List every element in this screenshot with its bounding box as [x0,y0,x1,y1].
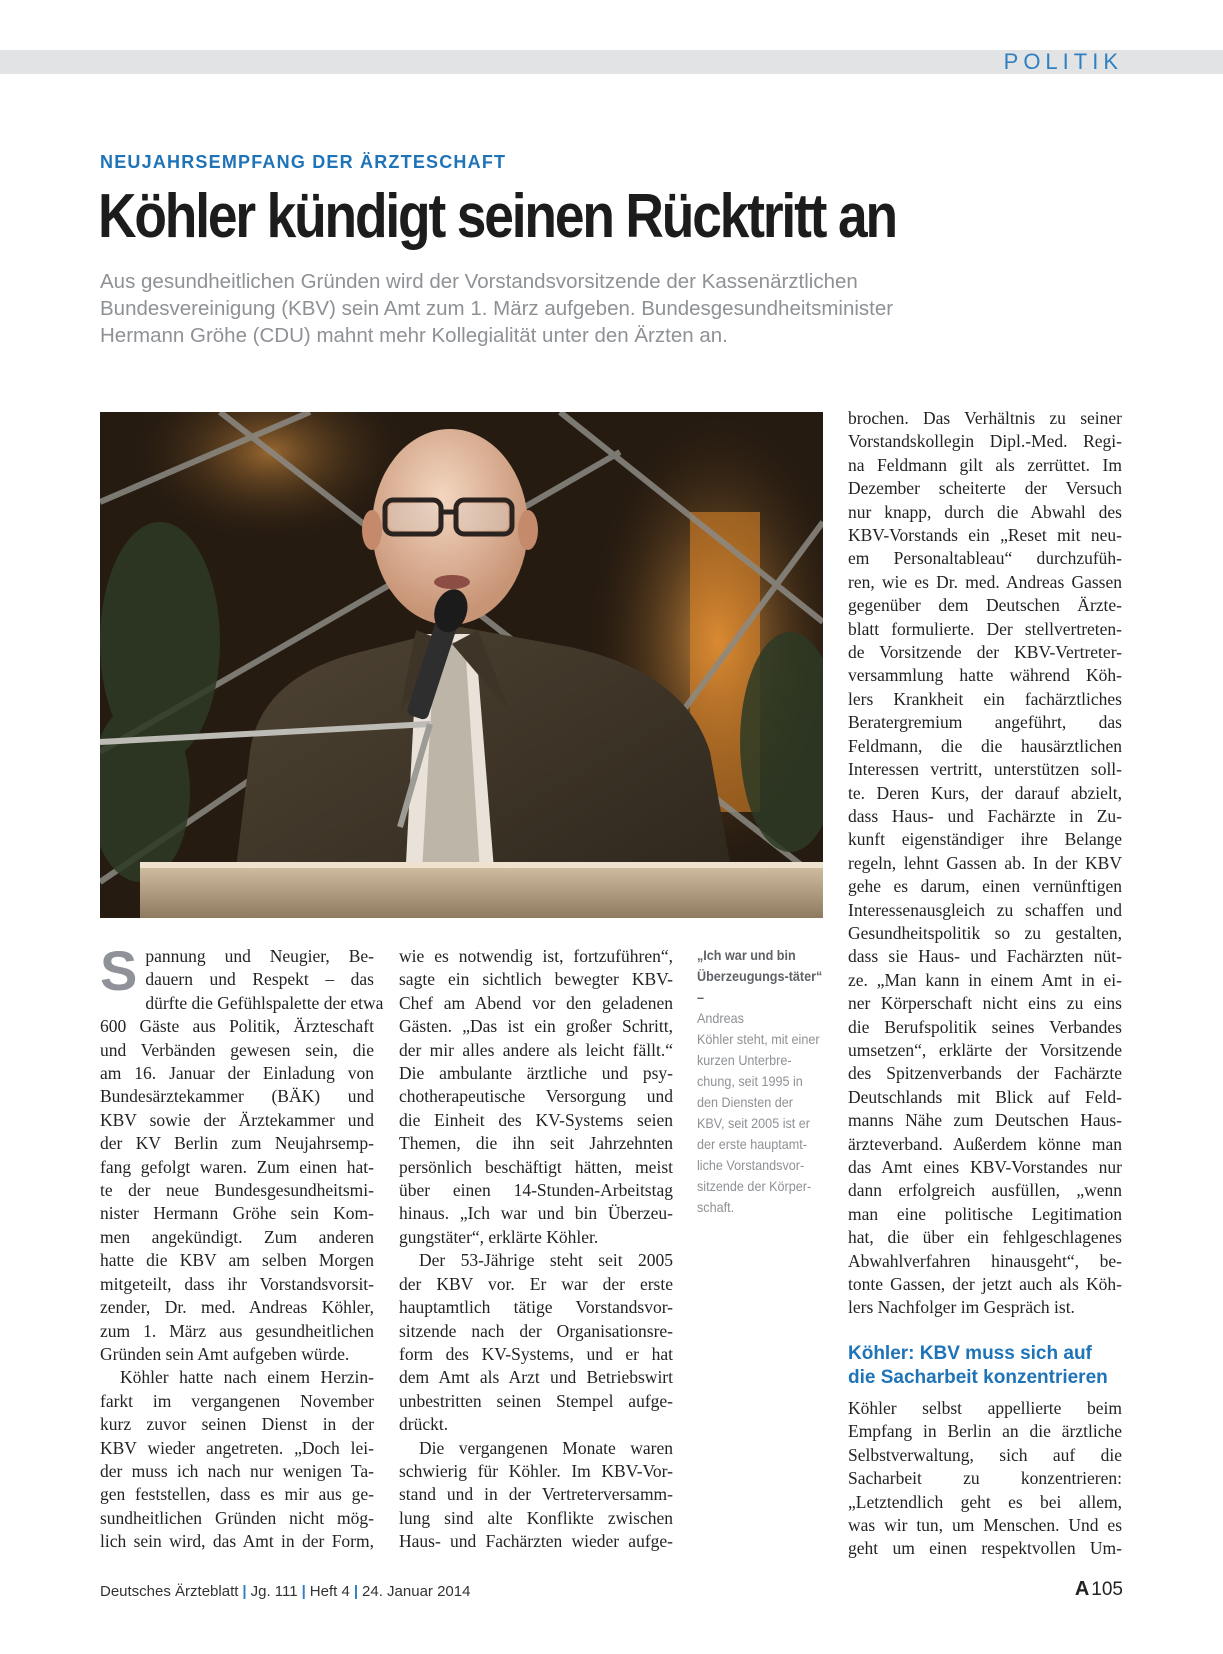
text-line: ren, wie es Dr. med. Andreas Gassen [848,571,1122,592]
footer-separator: | [301,1583,306,1600]
page-number-value: 105 [1091,1579,1123,1600]
subhead-line: Köhler: KBV muss sich auf [848,1343,1092,1364]
text-line: unbestritten seinen Stempel aufge- [399,1390,673,1411]
text-line: Vorstandskollegin Dipl.-Med. Regi- [848,431,1122,452]
text-line: dann erfolgreich ausfüllen, „wenn [848,1180,1122,1201]
lead-line: Bundesvereinigung (KBV) sein Amt zum 1. März aufgeben. Bundesgesundheitsminister [100,297,894,320]
text-line: gegenüber dem Deutschen Ärzte- [848,595,1122,616]
text-line: gungstäter“, erklärte Köhler. [399,1226,599,1247]
text-line: de Vorsitzende der KBV-Vertreter- [848,642,1122,663]
text-line: KBV sowie der Ärztekammer und [100,1109,374,1130]
text-line: und Verbänden gewesen sein, die [100,1039,374,1060]
subhead-line: die Sacharbeit konzentrieren [848,1367,1108,1388]
text-line: te der neue Bundesgesundheitsmi- [100,1180,374,1201]
text-line: em Personaltableau“ durchzufüh- [848,548,1122,569]
text-line: das Amt eines KBV-Vorstandes nur [848,1157,1122,1177]
page-prefix: A [1074,1578,1090,1600]
text-line: Selbstverwaltung, sich auf die [848,1444,1122,1465]
text-line: mitgeteilt, dass ihr Vorstandsvorsit- [100,1273,374,1294]
text-line: über einen 14-Stunden-Arbeitstag [399,1180,673,1201]
body-column-2 [399,945,673,1554]
text-line: lers Nachfolger im Gespräch ist. [848,1297,1075,1318]
text-line: der muss ich nach nur wenigen Ta- [100,1460,374,1481]
article-lead [100,268,1040,349]
caption-line: schaft. [697,1199,735,1215]
text-line: Die vergangenen Monate waren [419,1437,673,1458]
caption-line: den Diensten der [697,1094,793,1110]
text-line: des Spitzenverbands der Fachärzte [848,1063,1122,1084]
text-line: zender, Dr. med. Andreas Köhler, [100,1297,374,1318]
text-line: na Feldmann gilt als zerrüttet. Im [848,454,1122,475]
footer-issue: Heft 4 [309,1583,350,1600]
text-line: lung sind alte Konflikte zwischen [399,1507,673,1528]
text-line: drückt. [399,1414,449,1435]
text-line: Köhler hatte nach einem Herzin- [120,1367,374,1388]
text-line: farkt im vergangenen November [100,1390,374,1411]
text-line: form des KV-Systems, und er hat [399,1343,673,1364]
text-line: Sacharbeit zu konzentrieren: [848,1468,1122,1489]
text-line: sundheitlichen Gründen nicht mög- [100,1507,374,1528]
article-kicker: NEUJAHRSEMPFANG DER ÄRZTESCHAFT [100,152,507,172]
drop-cap: S [100,939,138,1002]
lead-line: Aus gesundheitlichen Gründen wird der Vorstandsvorsitzende der Kassenärztlichen [100,270,858,293]
text-line: tonte Gassen, der jetzt auch als Köh- [848,1274,1122,1295]
caption-line: Andreas [697,1010,744,1026]
text-line: regeln, lehnt Gassen ab. In der KBV [848,852,1122,873]
text-line: Bundesärztekammer (BÄK) und [100,1086,374,1107]
text-line: nister Hermann Gröhe sein Kom- [100,1203,374,1224]
text-line: gehe es darum, einen vernünftigen [848,876,1122,897]
text-line: nur knapp, durch die Abwahl des [848,501,1122,522]
text-line: Empfang in Berlin an die ärztliche [848,1421,1122,1442]
text-line: Gästen. „Das ist ein großer Schritt, [399,1016,673,1037]
text-line: sitzende nach der Organisationsre- [399,1320,673,1341]
body-column-1 [100,939,384,1554]
text-line: chotherapeutische Versorgung und [399,1086,673,1107]
text-line: lich sein wird, das Amt in der Form, [100,1531,374,1552]
text-line: dass Haus- und Fachärzte in Zu- [848,805,1122,826]
text-line: Dezember scheiterte der Versuch [848,478,1122,499]
text-line: die Einheit des KV-Systems seien [399,1109,673,1130]
text-line: ärzteverband. Außerdem könne man [848,1133,1122,1154]
speaker-at-podium-photo [100,412,823,918]
section-label: POLITIK [1003,49,1123,74]
text-line: manns Nähe zum Deutschen Haus- [848,1110,1122,1131]
text-line: am 16. Januar der Einladung von [100,1063,374,1084]
text-line: zum 1. März aus gesundheitlichen [100,1320,374,1341]
text-line: KBV-Vorstands ein „Reset mit neu- [848,525,1122,546]
footer-separator: | [353,1583,359,1600]
article-headline: Köhler kündigt seinen Rücktritt an [98,182,896,251]
text-line: dürfte die Gefühlspalette der etwa [145,992,384,1013]
text-line: geht um einen respektvollen Um- [848,1538,1122,1559]
text-line: lers Krankheit ein fachärztliches [848,688,1122,709]
text-line: wie es notwendig ist, fortzuführen“, [399,946,673,966]
text-line: dauern und Respekt – das [145,969,374,990]
body-column-4-continued [848,1397,1122,1561]
caption-line: Köhler steht, mit einer [697,1031,820,1047]
text-line: umsetzen“, erklärte der Vorsitzende [848,1039,1122,1060]
text-line: Themen, die ihn seit Jahrzehnten [399,1133,673,1154]
page-number [1075,1578,1123,1601]
text-line: die Berufspolitik seines Verbandes [848,1016,1122,1037]
footer-date: 24. Januar 2014 [362,1583,471,1600]
text-line: kurz zuvor seinen Dienst in der [100,1414,374,1435]
text-line: hat, die über ein fehlgeschlagenes [848,1227,1122,1248]
caption-quote: „Ich war und bin Überzeugungs-täter“ – [697,947,823,1005]
caption-line: liche Vorstandsvor- [697,1157,805,1173]
footer-volume: Jg. 111 [250,1583,298,1600]
text-line: Haus- und Fachärzten wieder aufge- [399,1531,673,1552]
text-line: Gründen sein Amt aufgeben würde. [100,1343,350,1364]
caption-line: kurzen Unterbre- [697,1052,792,1068]
text-line: KBV wieder angetreten. „Doch lei- [100,1437,374,1458]
text-line: der KBV vor. Er war der erste [399,1273,673,1294]
text-line: blatt formulierte. Der stellvertreten- [848,618,1122,639]
text-line: pannung und Neugier, Be- [145,946,374,966]
text-line: Beratergremium angeführt, das [848,712,1122,733]
text-line: 600 Gäste aus Politik, Ärzteschaft [100,1016,374,1037]
page-footer [100,1583,470,1600]
text-line: sagte ein sichtlich bewegter KBV- [399,969,673,990]
section-subhead [848,1342,1148,1390]
caption-line: KBV, seit 2005 ist er [697,1115,811,1131]
text-line: Köhler selbst appellierte beim [848,1398,1122,1418]
text-line: fang gefolgt waren. Zum einen hat- [100,1156,374,1177]
body-column-4 [848,407,1122,1320]
text-line: men angekündigt. Zum anderen [100,1226,374,1247]
text-line: Die ambulante ärztliche und psy- [399,1063,673,1084]
text-line: ze. „Man kann in einem Amt in ei- [848,969,1122,990]
text-line: gen feststellen, dass es mir aus ge- [100,1484,374,1505]
footer-publication: Deutsches Ärzteblatt [100,1583,239,1600]
text-line: Chef am Abend vor den geladenen [399,992,673,1013]
text-line: kunft eigenständiger ihre Belange [848,829,1122,850]
text-line: Gesundheitspolitik so zu gestalten, [848,922,1122,943]
text-line: stand und in der Vertreterversamm- [399,1484,673,1505]
photo-caption [697,945,823,1218]
text-line: „Letztendlich geht es bei allem, [848,1491,1122,1512]
text-line: Interessenausgleich zu schaffen und [848,899,1122,920]
text-line: Feldmann, die die hausärztlichen [848,735,1122,756]
text-line: man eine politische Legitimation [848,1203,1122,1224]
text-line: Interessen vertritt, unterstützen soll- [848,759,1122,780]
text-line: dem Amt als Arzt und Betriebswirt [399,1367,673,1388]
caption-line: sitzende der Körper- [697,1178,812,1194]
text-line: hinaus. „Ich war und bin Überzeu- [399,1203,673,1224]
caption-line: der erste hauptamt- [697,1136,807,1152]
text-line: te. Deren Kurs, der darauf abzielt, [848,782,1122,803]
text-line: Der 53-Jährige steht seit 2005 [419,1250,673,1271]
text-line: Deutschlands mit Blick auf Feld- [848,1086,1122,1107]
text-line: schwierig für Köhler. Im KBV-Vor- [399,1460,673,1481]
lead-line: Hermann Gröhe (CDU) mahnt mehr Kollegialität unter den Ärzten an. [100,324,728,347]
text-line: ner Körperschaft nicht eins zu eins [848,993,1122,1014]
text-line: brochen. Das Verhältnis zu seiner [848,408,1122,428]
text-line: der mir alles andere als leicht fällt.“ [399,1039,673,1060]
text-line: was wir tun, um Menschen. Und es [848,1515,1122,1536]
caption-line: chung, seit 1995 in [697,1073,803,1089]
footer-separator: | [242,1583,247,1600]
text-line: persönlich beschäftigt hätten, meist [399,1156,673,1177]
text-line: hatte die KBV am selben Morgen [100,1250,374,1271]
text-line: versammlung hatte während Köh- [848,665,1122,686]
text-line: dass sie Haus- und Fachärzten nüt- [848,946,1122,967]
text-line: hauptamtlich tätige Vorstandsvor- [399,1297,673,1318]
text-line: Abwahlverfahren hinausgeht“, be- [848,1250,1122,1271]
text-line: der KV Berlin zum Neujahrsemp- [100,1133,374,1154]
